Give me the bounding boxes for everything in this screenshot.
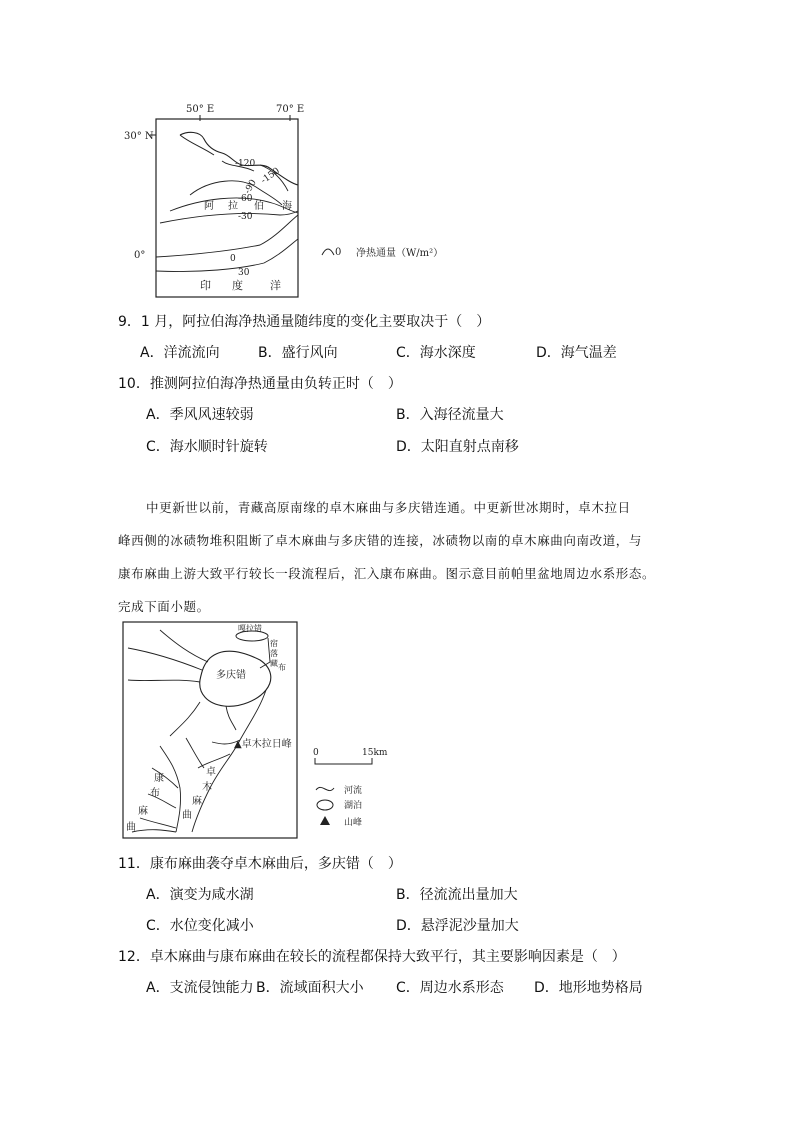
q11-option-b[interactable]: B．径流流出量加大 [396,887,518,903]
legend-river-label: 河流 [344,786,363,796]
sea-name-char: 阿 [204,201,214,212]
q12-option-d[interactable]: D．地形地势格局 [534,980,643,996]
heat-flux-map [124,95,460,305]
q11-option-d[interactable]: D．悬浮泥沙量加大 [396,918,519,934]
sea-name-char: 拉 [228,201,238,212]
q12-option-a[interactable]: A．支流侵蚀能力 [146,980,254,996]
question-11-stem: 11．康布麻曲袭夺卓木麻曲后，多庆错（ ） [118,856,402,872]
q12-option-c[interactable]: C．周边水系形态 [396,980,504,996]
iso-label-neg30: -30 [238,212,253,222]
iso-label-0: 0 [230,254,236,264]
river2-char: 曲 [126,822,136,833]
iso-label-neg150: -150 [259,166,282,187]
legend-peak-label: 山峰 [344,818,363,828]
scale-end: 15km [362,748,388,758]
passage-line: 中更新世以前，青藏高原南缘的卓木麻曲与多庆错连通。中更新世冰期时，卓木拉日 [146,500,631,515]
q9-option-c[interactable]: C．海水深度 [396,345,476,361]
legend-isoline-icon [322,249,334,255]
q9-option-a[interactable]: A．洋流流向 [140,345,220,361]
small-lake-label: 嘎拉错 [238,624,262,633]
q9-option-b[interactable]: B．盛行风向 [258,345,338,361]
legend-peak-icon [320,816,330,825]
passage-line: 完成下面小题。 [118,599,210,614]
passage [118,491,678,623]
river1-char: 麻 [192,796,202,807]
sea-name-char: 海 [282,201,292,212]
sea-name-char: 伯 [254,201,264,212]
question-10-stem: 10．推测阿拉伯海净热通量由负转正时（ ） [118,376,402,392]
scale-zero: 0 [313,748,319,758]
q11-option-c[interactable]: C．水位变化减小 [146,918,254,934]
legend-isoline-value: 0 [335,247,342,258]
peak-label: ▲卓木拉日峰 [234,739,292,750]
q11-option-a[interactable]: A．演变为咸水湖 [146,887,254,903]
legend-lake-label: 湖泊 [344,801,363,811]
channel-char: 藏 [270,659,278,668]
question-12-stem: 12．卓木麻曲与康布麻曲在较长的流程都保持大致平行，其主要影响因素是（ ） [118,949,626,965]
iso-label-30: 30 [238,268,250,278]
channel-char: 布 [278,663,286,672]
scale-bar [315,758,372,764]
iso-label-neg120: -120 [235,159,256,169]
big-lake-label: 多庆错 [216,670,246,681]
lat-label-30n: 30° N [124,131,154,142]
passage-line: 峰西侧的冰碛物堆积阻断了卓木麻曲与多庆错的连接，冰碛物以南的卓木麻曲向南改道，与 [118,533,643,548]
ocean-name-char: 洋 [270,279,281,292]
passage-line: 康布麻曲上游大致平行较长一段流程后，汇入康布麻曲。图示意目前帕里盆地周边水系形态。 [118,566,656,581]
ocean-name-char: 度 [232,279,243,292]
river1-char: 卓 [206,767,216,778]
river1-char: 木 [202,782,212,793]
legend-isoline-label: 净热通量（W/m²） [356,248,444,259]
lon-label-50e: 50° E [186,104,215,115]
question-9-stem: 9．1 月，阿拉伯海净热通量随纬度的变化主要取决于（ ） [118,314,491,330]
isoline-0 [156,215,298,257]
q12-option-b[interactable]: B．流域面积大小 [256,980,364,996]
legend-river-icon [316,787,334,790]
q10-option-b[interactable]: B．入海径流量大 [396,407,504,423]
river2-char: 布 [150,788,160,799]
q10-option-c[interactable]: C．海水顺时针旋转 [146,439,268,455]
isoline-neg30 [160,211,298,223]
lon-label-70e: 70° E [276,104,305,115]
channel-char: 宿 [270,639,278,648]
river2-char: 麻 [138,806,148,817]
drainage-map [120,618,430,844]
river2-char: 康 [154,773,164,784]
ocean-name-char: 印 [200,279,211,292]
q10-option-d[interactable]: D．太阳直射点南移 [396,439,519,455]
q9-option-d[interactable]: D．海气温差 [536,345,617,361]
iso-label-neg60: -60 [238,194,253,204]
channel-char: 落 [270,649,278,658]
legend-lake-icon [317,800,333,810]
iso-label-neg90: -90 [242,178,259,196]
q10-option-a[interactable]: A．季风风速较弱 [146,407,254,423]
river1-char: 曲 [182,810,192,821]
lat-label-0: 0° [134,250,146,261]
